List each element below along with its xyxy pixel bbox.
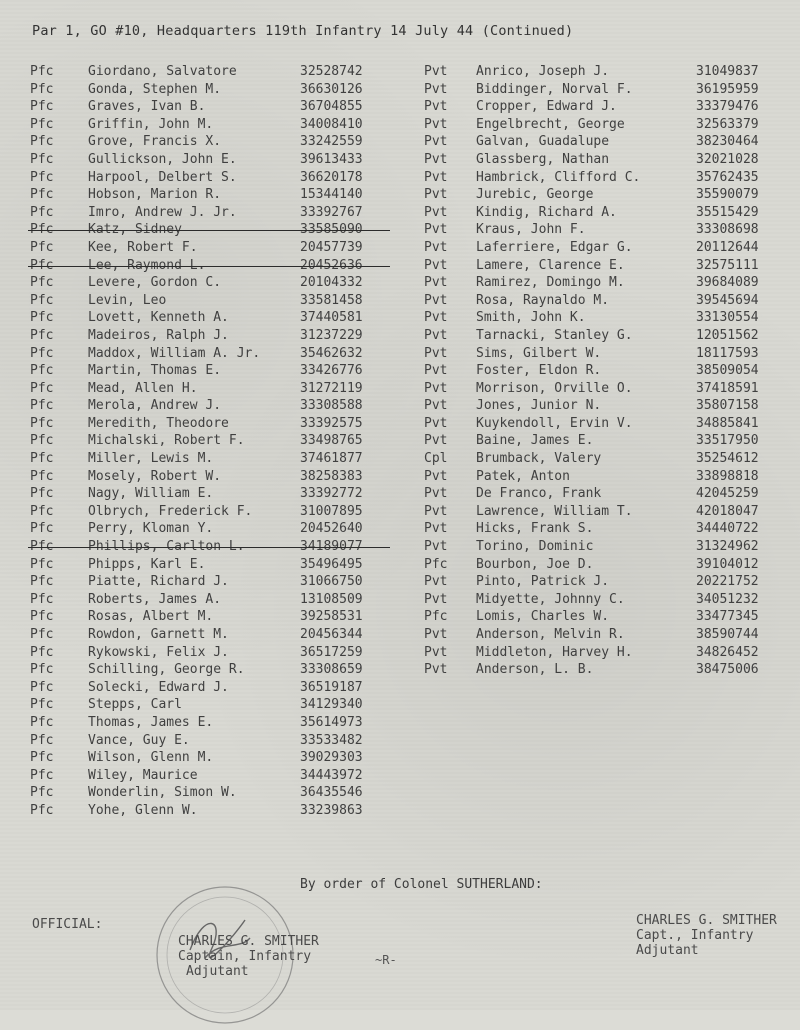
rank-label: Pvt: [424, 398, 448, 414]
serial-number: 20457739: [300, 239, 363, 255]
serial-number: 31237229: [300, 327, 363, 343]
soldier-name: Rosas, Albert M.: [88, 609, 214, 625]
official-label: OFFICIAL:: [32, 917, 103, 932]
signature-name: CHARLES G. SMITHER: [636, 913, 777, 928]
soldier-name: De Franco, Frank: [476, 486, 602, 502]
rank-label: Pvt: [424, 468, 448, 484]
serial-number: 20221752: [696, 574, 759, 590]
soldier-name: Bourbon, Joe D.: [476, 556, 594, 572]
serial-number: 33392772: [300, 486, 363, 502]
rank-label: Pvt: [424, 486, 448, 502]
rank-label: Pvt: [424, 503, 448, 519]
rank-label: Pvt: [424, 99, 448, 115]
soldier-name: Wilson, Glenn M.: [88, 750, 214, 766]
serial-number: 31049837: [696, 64, 759, 79]
soldier-name: Griffin, John M.: [88, 116, 214, 132]
rank-label: Pfc: [30, 433, 54, 449]
rank-label: Pvt: [424, 644, 448, 660]
serial-number: 36435546: [300, 785, 363, 801]
rank-label: Pfc: [30, 239, 54, 255]
rank-label: Pfc: [30, 327, 54, 343]
rank-label: Pvt: [424, 591, 448, 607]
soldier-name: Imro, Andrew J. Jr.: [88, 204, 237, 220]
serial-number: 38230464: [696, 134, 759, 150]
rank-label: Pfc: [30, 662, 54, 678]
serial-number: 35807158: [696, 398, 759, 414]
serial-number: 36195959: [696, 81, 759, 97]
soldier-name: Hambrick, Clifford C.: [476, 169, 641, 185]
soldier-name: Baine, James E.: [476, 433, 594, 449]
rank-label: Pvt: [424, 521, 448, 537]
rank-label: Pvt: [424, 116, 448, 132]
rank-label: Pfc: [30, 81, 54, 97]
rank-label: Pfc: [30, 521, 54, 537]
signature-title: Capt., Infantry: [636, 928, 754, 943]
soldier-name: Kee, Robert F.: [88, 239, 198, 255]
rank-label: Pvt: [424, 415, 448, 431]
soldier-name: Jones, Junior N.: [476, 398, 602, 414]
rank-label: Pvt: [424, 275, 448, 291]
soldier-name: Engelbrecht, George: [476, 116, 625, 132]
rank-label: Pfc: [30, 574, 54, 590]
rank-label: Pfc: [30, 679, 54, 695]
rank-label: Pvt: [424, 222, 448, 238]
soldier-name: Lomis, Charles W.: [476, 609, 610, 625]
rank-label: Pfc: [30, 345, 54, 361]
serial-number: 37418591: [696, 380, 759, 396]
serial-number: 34051232: [696, 591, 759, 607]
soldier-name: Lovett, Kenneth A.: [88, 310, 229, 326]
rank-label: Pvt: [424, 81, 448, 97]
rank-label: Pvt: [424, 627, 448, 642]
soldier-name: Rosa, Raynaldo M.: [476, 292, 610, 308]
soldier-name: Roberts, James A.: [88, 591, 222, 607]
soldier-name: Lawrence, William T.: [476, 503, 633, 519]
serial-number: 34008410: [300, 116, 363, 132]
rank-label: Pvt: [424, 327, 448, 343]
serial-number: 20452640: [300, 521, 363, 537]
rank-label: Pfc: [30, 486, 54, 502]
soldier-name: Lee, Raymond L.: [88, 257, 206, 273]
rank-label: Pfc: [30, 468, 54, 484]
rank-label: Pvt: [424, 204, 448, 220]
rank-label: Pfc: [30, 627, 54, 642]
rank-label: Pvt: [424, 433, 448, 449]
soldier-name: Levin, Leo: [88, 292, 167, 308]
rank-label: Pfc: [30, 750, 54, 766]
page-header: Par 1, GO #10, Headquarters 119th Infantry 14 July 44 (Continued): [32, 23, 574, 39]
soldier-name: Jurebic, George: [476, 187, 594, 203]
soldier-name: Sims, Gilbert W.: [476, 345, 602, 361]
serial-number: 39104012: [696, 556, 759, 572]
serial-number: 15344140: [300, 187, 363, 203]
serial-number: 31272119: [300, 380, 363, 396]
rank-label: Pfc: [30, 275, 54, 291]
rank-label: Pfc: [30, 222, 54, 238]
soldier-name: Morrison, Orville O.: [476, 380, 633, 396]
serial-number: 36517259: [300, 644, 363, 660]
soldier-name: Phipps, Karl E.: [88, 556, 206, 572]
rank-label: Pvt: [424, 574, 448, 590]
rank-label: Pfc: [30, 363, 54, 379]
soldier-name: Hicks, Frank S.: [476, 521, 594, 537]
rank-label: Pvt: [424, 239, 448, 255]
center-signature-block: [178, 934, 319, 979]
serial-number: 33581458: [300, 292, 363, 308]
soldier-name: Rowdon, Garnett M.: [88, 627, 229, 642]
serial-number: 34885841: [696, 415, 759, 431]
serial-number: 33130554: [696, 310, 759, 326]
serial-number: 32575111: [696, 257, 759, 273]
rank-label: Pvt: [424, 363, 448, 379]
soldier-name: Brumback, Valery: [476, 451, 602, 467]
serial-number: 12051562: [696, 327, 759, 343]
rank-label: Pfc: [30, 767, 54, 783]
rank-label: Pfc: [30, 785, 54, 801]
soldier-name: Kindig, Richard A.: [476, 204, 617, 220]
serial-number: 35515429: [696, 204, 759, 220]
soldier-name: Pinto, Patrick J.: [476, 574, 610, 590]
serial-number: 33392575: [300, 415, 363, 431]
soldier-name: Biddinger, Norval F.: [476, 81, 633, 97]
rank-label: Pfc: [424, 609, 448, 625]
rank-label: Pfc: [30, 802, 54, 818]
rank-label: Pfc: [30, 64, 54, 79]
soldier-name: Rykowski, Felix J.: [88, 644, 229, 660]
rank-label: Pfc: [30, 591, 54, 607]
soldier-name: Schilling, George R.: [88, 662, 245, 678]
soldier-name: Cropper, Edward J.: [476, 99, 617, 115]
rank-label: Pfc: [30, 503, 54, 519]
serial-number: 38509054: [696, 363, 759, 379]
rank-label: Pvt: [424, 134, 448, 150]
signature-title: Captain, Infantry: [178, 949, 312, 964]
rank-label: Pfc: [30, 257, 54, 273]
soldier-name: Wiley, Maurice: [88, 767, 198, 783]
serial-number: 39613433: [300, 151, 363, 167]
soldier-name: Smith, John K.: [476, 310, 586, 326]
soldier-name: Vance, Guy E.: [88, 732, 190, 748]
serial-number: 20104332: [300, 275, 363, 291]
right-signature-block: [636, 913, 777, 958]
rank-label: Pfc: [30, 415, 54, 431]
rank-label: Pfc: [30, 99, 54, 115]
serial-number: 33239863: [300, 802, 363, 818]
signature-name: CHARLES G. SMITHER: [178, 934, 319, 949]
rank-label: Pfc: [30, 116, 54, 132]
serial-number: 33477345: [696, 609, 759, 625]
soldier-name: Grove, Francis X.: [88, 134, 222, 150]
rank-label: Pfc: [30, 451, 54, 467]
rank-label: Pvt: [424, 345, 448, 361]
soldier-name: Martin, Thomas E.: [88, 363, 222, 379]
serial-number: 39258531: [300, 609, 363, 625]
rank-label: Pfc: [30, 609, 54, 625]
serial-number: 35762435: [696, 169, 759, 185]
serial-number: 39684089: [696, 275, 759, 291]
soldier-name: Yohe, Glenn W.: [88, 802, 198, 818]
soldier-name: Wonderlin, Simon W.: [88, 785, 237, 801]
rank-label: Pfc: [30, 292, 54, 308]
soldier-name: Mosely, Robert W.: [88, 468, 222, 484]
rank-label: Pfc: [30, 169, 54, 185]
serial-number: 37461877: [300, 451, 363, 467]
serial-number: 33498765: [300, 433, 363, 449]
rank-label: Pvt: [424, 662, 448, 678]
rank-label: Pvt: [424, 151, 448, 167]
serial-number: 33517950: [696, 433, 759, 449]
soldier-name: Foster, Eldon R.: [476, 363, 602, 379]
soldier-name: Solecki, Edward J.: [88, 679, 229, 695]
serial-number: 33426776: [300, 363, 363, 379]
signature-role: Adjutant: [636, 943, 699, 958]
serial-number: 33308588: [300, 398, 363, 414]
soldier-name: Kraus, John F.: [476, 222, 586, 238]
rank-label: Pvt: [424, 169, 448, 185]
soldier-name: Thomas, James E.: [88, 714, 214, 730]
rank-label: Pfc: [30, 539, 54, 555]
soldier-name: Mead, Allen H.: [88, 380, 198, 396]
serial-number: 35496495: [300, 556, 363, 572]
serial-number: 33585090: [300, 222, 363, 238]
serial-number: 20452636: [300, 257, 363, 273]
serial-number: 33308698: [696, 222, 759, 238]
serial-number: 38258383: [300, 468, 363, 484]
rank-label: Pvt: [424, 292, 448, 308]
by-order-line: By order of Colonel SUTHERLAND:: [300, 877, 543, 892]
soldier-name: Hobson, Marion R.: [88, 187, 222, 203]
serial-number: 35590079: [696, 187, 759, 203]
serial-number: 42045259: [696, 486, 759, 502]
rank-label: Pfc: [30, 134, 54, 150]
soldier-name: Lamere, Clarence E.: [476, 257, 625, 273]
rank-label: Pvt: [424, 539, 448, 555]
rank-label: Pfc: [424, 556, 448, 572]
rank-label: Pvt: [424, 257, 448, 273]
serial-number: 36620178: [300, 169, 363, 185]
soldier-name: Middleton, Harvey H.: [476, 644, 633, 660]
serial-number: 20112644: [696, 239, 759, 255]
serial-number: 35614973: [300, 714, 363, 730]
soldier-name: Glassberg, Nathan: [476, 151, 610, 167]
serial-number: 36704855: [300, 99, 363, 115]
soldier-name: Meredith, Theodore: [88, 415, 229, 431]
serial-number: 33898818: [696, 468, 759, 484]
rank-label: Pfc: [30, 697, 54, 713]
serial-number: 18117593: [696, 345, 759, 361]
serial-number: 34129340: [300, 697, 363, 713]
soldier-name: Gonda, Stephen M.: [88, 81, 222, 97]
soldier-name: Laferriere, Edgar G.: [476, 239, 633, 255]
rank-label: Pvt: [424, 380, 448, 396]
soldier-name: Miller, Lewis M.: [88, 451, 214, 467]
soldier-name: Torino, Dominic: [476, 539, 594, 555]
rank-label: Pvt: [424, 64, 448, 79]
soldier-name: Anrico, Joseph J.: [476, 64, 610, 79]
serial-number: 42018047: [696, 503, 759, 519]
soldier-name: Michalski, Robert F.: [88, 433, 245, 449]
soldier-name: Katz, Sidney: [88, 222, 182, 238]
soldier-name: Kuykendoll, Ervin V.: [476, 415, 633, 431]
soldier-name: Stepps, Carl: [88, 697, 182, 713]
serial-number: 36630126: [300, 81, 363, 97]
soldier-name: Levere, Gordon C.: [88, 275, 222, 291]
serial-number: 32021028: [696, 151, 759, 167]
signature-role: Adjutant: [186, 964, 249, 979]
soldier-name: Nagy, William E.: [88, 486, 214, 502]
rank-label: Pfc: [30, 204, 54, 220]
serial-number: 32528742: [300, 64, 363, 79]
soldier-name: Merola, Andrew J.: [88, 398, 222, 414]
handwritten-mark: ~R-: [375, 953, 397, 967]
serial-number: 34443972: [300, 767, 363, 783]
serial-number: 20456344: [300, 627, 363, 642]
soldier-name: Maddox, William A. Jr.: [88, 345, 261, 361]
soldier-name: Anderson, Melvin R.: [476, 627, 625, 642]
serial-number: 36519187: [300, 679, 363, 695]
serial-number: 13108509: [300, 591, 363, 607]
soldier-name: Graves, Ivan B.: [88, 99, 206, 115]
rank-label: Pfc: [30, 151, 54, 167]
rank-label: Pfc: [30, 556, 54, 572]
serial-number: 31066750: [300, 574, 363, 590]
serial-number: 33533482: [300, 732, 363, 748]
soldier-name: Piatte, Richard J.: [88, 574, 229, 590]
soldier-name: Ramirez, Domingo M.: [476, 275, 625, 291]
rank-label: Cpl: [424, 451, 448, 467]
serial-number: 33308659: [300, 662, 363, 678]
soldier-name: Gullickson, John E.: [88, 151, 237, 167]
serial-number: 34826452: [696, 644, 759, 660]
soldier-name: Galvan, Guadalupe: [476, 134, 610, 150]
serial-number: 38475006: [696, 662, 759, 678]
serial-number: 39029303: [300, 750, 363, 766]
soldier-name: Phillips, Carlton L.: [88, 539, 245, 555]
serial-number: 33392767: [300, 204, 363, 220]
rank-label: Pfc: [30, 310, 54, 326]
serial-number: 35254612: [696, 451, 759, 467]
rank-label: Pfc: [30, 714, 54, 730]
serial-number: 31324962: [696, 539, 759, 555]
soldier-name: Patek, Anton: [476, 468, 570, 484]
rank-label: Pfc: [30, 398, 54, 414]
soldier-name: Tarnacki, Stanley G.: [476, 327, 633, 343]
serial-number: 34440722: [696, 521, 759, 537]
rank-label: Pvt: [424, 187, 448, 203]
soldier-name: Anderson, L. B.: [476, 662, 594, 678]
rank-label: Pfc: [30, 380, 54, 396]
serial-number: 32563379: [696, 116, 759, 132]
serial-number: 33379476: [696, 99, 759, 115]
serial-number: 39545694: [696, 292, 759, 308]
soldier-name: Olbrych, Frederick F.: [88, 503, 253, 519]
rank-label: Pfc: [30, 187, 54, 203]
soldier-name: Perry, Kloman Y.: [88, 521, 214, 537]
rank-label: Pfc: [30, 732, 54, 748]
soldier-name: Madeiros, Ralph J.: [88, 327, 229, 343]
serial-number: 31007895: [300, 503, 363, 519]
serial-number: 38590744: [696, 627, 759, 642]
soldier-name: Midyette, Johnny C.: [476, 591, 625, 607]
rank-label: Pvt: [424, 310, 448, 326]
serial-number: 33242559: [300, 134, 363, 150]
soldier-name: Harpool, Delbert S.: [88, 169, 237, 185]
serial-number: 34189077: [300, 539, 363, 555]
serial-number: 37440581: [300, 310, 363, 326]
serial-number: 35462632: [300, 345, 363, 361]
soldier-name: Giordano, Salvatore: [88, 64, 237, 79]
rank-label: Pfc: [30, 644, 54, 660]
